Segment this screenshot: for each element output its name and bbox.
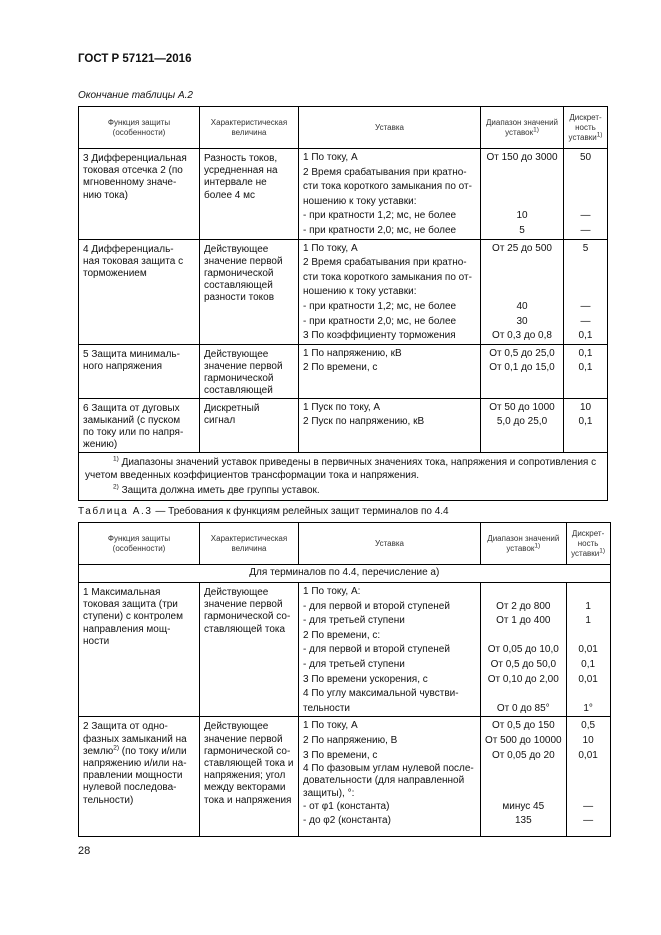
table-row [79, 149, 608, 240]
footnotes [79, 452, 608, 500]
head-step: Дискрет-ность уставки$^{1)}$ [566, 523, 610, 565]
head-step: Дискрет-ность уставки$^{1)}$ [564, 107, 608, 149]
table-a3 [78, 522, 611, 837]
cell-setting: 1 По току, А 2 По напряжению, В 3 По времени, с 4 По фазовым углам нулевой после- довательности (для направленной защиты), °: - от φ1 (константа) - до φ2 (константа) [299, 717, 481, 837]
head-range: Диапазон значений уставок$^{1)}$ [481, 523, 567, 565]
cell-setting: 1 Пуск по току, А 2 Пуск по напряжению, кВ [299, 398, 481, 452]
cell-setting: 1 По току, А: - для первой и второй ступеней - для третьей ступени 2 По времени, с: - для первой и второй ступеней - для третьей ступени 3 По времени ускорения, с 4 По углу максимальной чувстви- тельности [299, 583, 481, 717]
table-row [79, 239, 608, 344]
cell-range: От 2 до 800 От 1 до 400 От 0,05 до 10,0 От 0,5 до 50,0 От 0,10 до 2,00 От 0 до 85° [481, 583, 567, 717]
footnotes-row [79, 452, 608, 500]
cell-characteristic: Действующее значение первой гармонической со- ставляющей тока [200, 583, 299, 717]
table-a2-end [78, 106, 608, 501]
cell-characteristic: Дискретный сигнал [200, 398, 299, 452]
cell-characteristic: Действующее значение первой гармонической составляющей [200, 344, 299, 398]
cell-setting: 1 По току, А 2 Время срабатывания при кратно- сти тока короткого замыкания по от- ношению к току уставки: - при кратности 1,2; мс, не более - при кратности 2,0; мс, не более [299, 149, 481, 240]
cell-step: 5 — — 0,1 [564, 239, 608, 344]
cell-range: От 50 до 1000 5,0 до 25,0 [481, 398, 564, 452]
cell-characteristic: Действующее значение первой гармонической составляющей разности токов [200, 239, 299, 344]
cell-range: От 0,5 до 25,0 От 0,1 до 15,0 [481, 344, 564, 398]
cell-characteristic: Разность токов, усредненная на интервале не более 4 мс [200, 149, 299, 240]
table-row [79, 398, 608, 452]
cell-step: 10 0,1 [564, 398, 608, 452]
cell-range: От 150 до 3000 10 5 [481, 149, 564, 240]
cell-step: 0,1 0,1 [564, 344, 608, 398]
cell-setting: 1 По току, А 2 Время срабатывания при кратно- сти тока короткого замыкания по от- ношению к току уставки: - при кратности 1,2; мс, не более - при кратности 2,0; мс, не более 3 По коэффициенту торможения [299, 239, 481, 344]
head-function: Функция защиты (особенности) [79, 523, 200, 565]
table-header-row [79, 523, 611, 565]
table-row [79, 583, 611, 717]
head-setting: Уставка [299, 107, 481, 149]
section-title: Для терминалов по 4.4, перечисление а) [79, 565, 611, 583]
cell-setting: 1 По напряжению, кВ 2 По времени, с [299, 344, 481, 398]
head-setting: Уставка [299, 523, 481, 565]
cell-characteristic: Действующее значение первой гармонической со- ставляющей тока и напряжения; угол между векторами тока и напряжения [200, 717, 299, 837]
table-row [79, 344, 608, 398]
cell-function: 2 Защита от одно- фазных замыканий на землю$^{2)}$ (по току и/или напряжению и/или на- правлении мощности нулевой последова- тельности) [79, 717, 200, 837]
footnote-1: $^{1)}$ Диапазоны значений уставок приведены в первичных значениях тока, напряжения и сопротивления с учетом введенных коэффициентов трансформации тока и напряжения. [85, 455, 597, 481]
cell-range: От 0,5 до 150 От 500 до 10000 От 0,05 до 20 минус 45 135 [481, 717, 567, 837]
table-row [79, 717, 611, 837]
table1-caption: Окончание таблицы А.2 [78, 90, 193, 101]
cell-step: 1 1 0,01 0,1 0,01 1° [566, 583, 610, 717]
cell-function: 3 Дифференциальная токовая отсечка 2 (по мгновенному значе- нию тока) [79, 149, 200, 240]
head-range: Диапазон значений уставок$^{1)}$ [481, 107, 564, 149]
cell-function: 1 Максимальная токовая защита (три ступени) с контролем направления мощ- ности [79, 583, 200, 717]
cell-step: 0,5 10 0,01 — — [566, 717, 610, 837]
head-characteristic: Характеристическая величина [200, 107, 299, 149]
document-header: ГОСТ Р 57121—2016 [78, 53, 192, 65]
cell-function: 4 Дифференциаль- ная токовая защита с торможением [79, 239, 200, 344]
footnote-2: $^{2)}$ Защита должна иметь две группы уставок. [113, 483, 320, 496]
cell-function: 6 Защита от дуговых замыканий (с пуском по току или по напря- жению) [79, 398, 200, 452]
table-header-row [79, 107, 608, 149]
page-number: 28 [78, 845, 91, 857]
section-row [79, 565, 611, 583]
head-characteristic: Характеристическая величина [200, 523, 299, 565]
table2-caption: Таблица А.3 — Требования к функциям релейных защит терминалов по 4.4 [78, 506, 449, 517]
cell-function: 5 Защита минималь- ного напряжения [79, 344, 200, 398]
cell-step: 50 — — [564, 149, 608, 240]
cell-range: От 25 до 500 40 30 От 0,3 до 0,8 [481, 239, 564, 344]
head-function: Функция защиты (особенности) [79, 107, 200, 149]
